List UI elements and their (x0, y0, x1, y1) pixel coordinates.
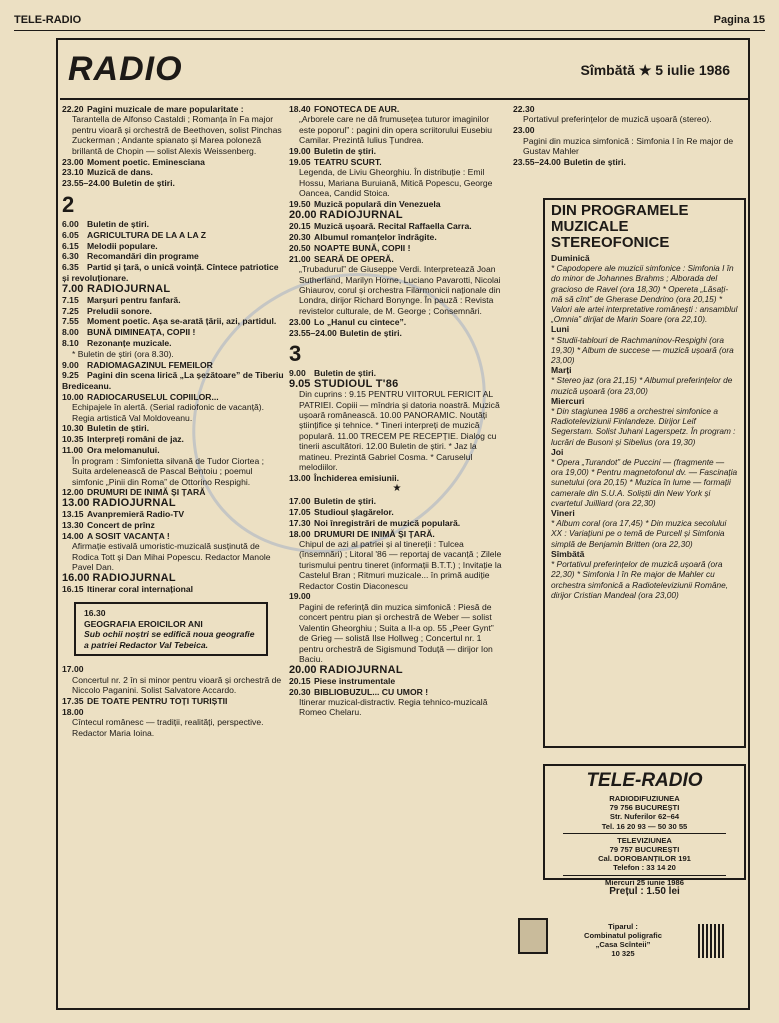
program-time: 10.30 (62, 423, 84, 434)
program-title: Rezonanțe muzicale. (87, 338, 172, 349)
program-time: 23.55–24.00 (513, 157, 561, 168)
program-entry (289, 507, 505, 517)
featured-box (74, 602, 268, 656)
program-title: Melodii populare. (87, 240, 158, 251)
publication-name: TELE-RADIO (14, 14, 82, 26)
program-time: 7.00 (62, 282, 84, 295)
column-2 (289, 104, 505, 718)
program-description: Echipajele în alertă. (Serial radiofonic de vacanță). Regia artistică Val Moldoveanu. (72, 402, 265, 423)
stereo-day: Vineri (551, 508, 575, 519)
program-title: Recomandări din programe (87, 251, 199, 262)
tele-radio-masthead (543, 764, 746, 897)
program-list (62, 104, 284, 189)
program-description: Sub ochii noștri se edifică noua geografie a patriei Redactor Val Tebeica. (84, 629, 255, 650)
program-entry (62, 338, 284, 359)
program-title: DRUMURI DE INIMĂ ȘI ȚARĂ. (314, 528, 435, 539)
program-time: 17.00 (289, 495, 311, 506)
program-entry (289, 199, 505, 209)
program-time: 20.00 (289, 663, 317, 676)
tele-radio-logo: TELE-RADIO (586, 770, 703, 791)
program-time: 8.10 (62, 338, 79, 349)
program-time: 21.00 (289, 253, 311, 264)
top-bar (14, 14, 765, 31)
program-entry (513, 157, 743, 167)
program-time: 7.55 (62, 316, 79, 327)
program-description: „Arborele care ne dă frumusețea tuturor imaginilor este poporul” : pagini din opera scriitorului Eusebiu Camilar. Prezintă Iulius Țundrea. (299, 114, 492, 146)
program-time: 16.15 (62, 584, 84, 595)
printer-logo-icon (518, 918, 548, 954)
program-entry (62, 157, 284, 167)
star-separator: ★ (392, 483, 402, 495)
program-time: 20.30 (289, 686, 311, 697)
program-description: „Trubadurul” de Giuseppe Verdi. Interpretează Joan Sutherland, Marilyn Horne, Luciano Pavarotti, Nicolai Ghiaurov, corul și orchestra Filarmonicii naționale din Londra, dirijor Richard Bonynge. În pauză : Revista revistelor culturale, de M. George ; Consemnări. (299, 264, 501, 316)
program-entry (62, 370, 284, 391)
program-title: Buletin de știri. (314, 495, 377, 506)
program-time: 12.00 (62, 487, 84, 498)
program-description: Cîntecul românesc — tradiții, realități, perspective. Redactor Maria Ioina. (72, 717, 264, 738)
program-time: 17.00 (62, 664, 84, 675)
program-title: RADIOJURNAL (87, 282, 171, 295)
program-title: GEOGRAFIA EROICILOR ANI (84, 618, 203, 629)
program-entry (62, 498, 284, 508)
program-entry (289, 328, 505, 338)
program-list (289, 496, 505, 718)
page-number: Pagina 15 (713, 14, 765, 26)
program-entry (289, 243, 505, 253)
channel-3-heading: 3 (289, 340, 302, 366)
program-entry (289, 687, 505, 718)
program-title: Avanpremieră Radio-TV (87, 509, 185, 520)
program-entry (289, 254, 505, 316)
program-entry (289, 591, 505, 664)
program-entry (289, 665, 505, 675)
program-time: 11.00 (62, 445, 84, 456)
program-entry (62, 573, 284, 583)
program-entry (62, 520, 284, 530)
program-entry (62, 392, 284, 423)
program-title: BIBLIOBUZUL... CU UMOR ! (314, 686, 429, 697)
program-time: 17.30 (289, 517, 311, 528)
program-time: 10.00 (62, 391, 84, 402)
program-title: Interpreți români de jaz. (87, 434, 184, 445)
program-title: Ora melomanului. (87, 445, 160, 456)
program-entry (62, 423, 284, 433)
program-title: Marșuri pentru fanfară. (87, 294, 181, 305)
program-time: 23.55–24.00 (289, 327, 337, 338)
program-time: 16.00 (62, 572, 90, 585)
program-entry (62, 696, 284, 706)
program-time: 9.00 (62, 359, 79, 370)
program-title: RADIOCARUSELUL COPIILOR... (87, 391, 219, 402)
program-time: 20.00 (289, 209, 317, 222)
program-entry (62, 664, 284, 695)
program-time: 23.00 (62, 156, 84, 167)
program-title: AGRICULTURA DE LA A LA Z (87, 229, 207, 240)
masthead-line: RADIODIFUZIUNEA (609, 794, 680, 803)
program-description: Portativul preferințelor de muzică ușoară (stereo). (523, 114, 712, 125)
program-time: 19.50 (289, 199, 311, 210)
program-title: Lo „Hanul cu cintece”. (314, 316, 407, 327)
program-entry (62, 219, 284, 229)
program-entry (62, 434, 284, 444)
program-entry (289, 157, 505, 199)
program-description: Din cuprins : 9.15 PENTRU VIITORUL FERICIT AL PATRIEI. Copiii — mîndria și datoria noastră. Muzică ușoară românească. 10.00 PANORAMIC. Noutăți științifice și tehnice. * Tineri interpreți de muzică populară. 11.00 TRECEM PE RECEPȚIE. Dialog cu tinerii ascultători. 12.00 Buletin de știri. * Jaz la matineu. Prezintă Gabriel Cosma. * Caruselul melodiilor. (299, 389, 500, 473)
program-time: 7.15 (62, 294, 79, 305)
program-title: TEATRU SCURT. (314, 157, 382, 168)
program-entry (62, 584, 284, 594)
stereo-day: Marți (551, 365, 572, 376)
masthead-line: 79 756 BUCUREȘTI (609, 803, 680, 813)
issue-price: Prețul : 1.50 lei (609, 885, 680, 897)
program-title: Buletin de știri. (339, 327, 402, 338)
issue-date: Miercuri 25 iunie 1986 (605, 877, 684, 887)
program-title: RADIOJURNAL (92, 572, 176, 585)
program-time: 9.05 (289, 377, 311, 390)
printer-line: 10 325 (611, 949, 635, 958)
program-title: Studioul șlagărelor. (314, 506, 394, 517)
program-title: RADIOJURNAL (319, 663, 403, 676)
masthead-line: Str. Nuferilor 62–64 (609, 812, 680, 822)
program-time: 18.00 (289, 528, 311, 539)
program-entry (62, 241, 284, 251)
program-time: 9.25 (62, 370, 79, 381)
masthead-divider (563, 875, 726, 876)
program-title: Buletin de știri. (563, 157, 626, 168)
program-title: Noi înregistrări de muzică populară. (314, 517, 461, 528)
program-time: 6.15 (62, 240, 79, 251)
program-description: În program : Simfonietta silvană de Tudor Ciortea ; Suita ardelenească de Pascal Bentoiu ; poemul simfonic „Pinii din Roma” de Ottorino Respighi. (72, 455, 265, 487)
masthead-line: Telefon : 33 14 20 (613, 863, 676, 873)
program-time: 20.50 (289, 242, 311, 253)
program-list (289, 368, 505, 483)
stereo-day: Miercuri (551, 395, 585, 406)
barcode-icon (698, 924, 726, 958)
program-title: RADIOJURNAL (92, 497, 176, 510)
program-entry (289, 146, 505, 156)
program-title: Buletin de știri. (314, 367, 377, 378)
program-entry (289, 368, 505, 378)
masthead-line: Tel. 16 20 93 — 50 30 55 (601, 821, 688, 831)
program-title: Partid și țară, o unică voință. Cîntece patriotice și revoluționare. (62, 262, 279, 283)
program-time: 20.30 (289, 231, 311, 242)
program-title: Muzică populară din Venezuela (314, 199, 441, 210)
program-title: Moment poetic. Eminesciana (87, 156, 205, 167)
program-description: Itinerar muzical-distractiv. Regia tehnico-muzicală Romeo Chelaru. (299, 697, 488, 718)
program-time: 13.00 (62, 497, 90, 510)
program-entry (62, 707, 284, 738)
stereo-program: * Studii-tablouri de Rachmaninov-Respighi (ora 19,30) * Album de succese — muzică ușoară (ora 23,00) (551, 334, 734, 366)
stereo-day: Duminică (551, 253, 590, 263)
program-time: 22.30 (513, 104, 535, 114)
program-title: Albumul romanțelor îndrăgite. (314, 231, 437, 242)
masthead-line: 79 757 BUCUREȘTI (609, 845, 680, 855)
stereo-day: Luni (551, 324, 570, 335)
program-title: Pagini muzicale de mare popularitate : (87, 104, 244, 114)
program-entry (289, 232, 505, 242)
printer-line: Combinatul poligrafic (583, 931, 663, 940)
printer-info (514, 910, 746, 968)
program-time: 20.15 (289, 675, 311, 686)
program-title: BUNĂ DIMINEAȚA, COPII ! (87, 327, 196, 338)
program-entry (289, 317, 505, 327)
program-title: DE TOATE PENTRU TOȚI TURIȘTII (87, 695, 228, 706)
program-entry (289, 496, 505, 506)
program-time: 18.40 (289, 104, 311, 114)
program-entry (62, 531, 284, 573)
program-description: Concertul nr. 2 în si minor pentru vioară și orchestră de Niccolo Paganini. Solist Salvatore Accardo. (72, 674, 282, 695)
program-entry (62, 360, 284, 370)
program-description: Legenda, de Liviu Gheorghiu. În distribuție : Emil Hossu, Mariana Buruiană, Mitică Popescu, George Oancea, Candid Stoica. (299, 167, 493, 199)
masthead-divider (563, 833, 726, 834)
program-entry (62, 178, 284, 188)
program-entry (62, 509, 284, 519)
program-entry (62, 251, 284, 261)
program-time: 16.30 (84, 608, 106, 619)
stereo-program: * Stereo jaz (ora 21,15) * Albumul preferințelor de muzică ușoară (ora 23,00) (551, 375, 733, 396)
program-time: 13.30 (62, 520, 84, 531)
program-time: 10.35 (62, 434, 84, 445)
program-entry (62, 316, 284, 326)
program-list (513, 104, 743, 167)
column-3 (513, 104, 743, 168)
program-time: 17.35 (62, 695, 84, 706)
program-title: Muzică ușoară. Recital Raffaella Carra. (314, 220, 472, 231)
program-list (62, 664, 284, 738)
program-entry (62, 295, 284, 305)
stereo-program: * Capodopere ale muzicii simfonice : Simfonia I în do minor de Johannes Brahms ; Alborada del gracioso de Ravel (ora 18,30) * Opereta „Lăsați-mă să cînt” de Gherase Dendrino (ora 20,15) * Valori ale artei interpretative românești : ansamblul „Omnia” dirijat de Marin Soare (ora 22,10). (551, 263, 738, 325)
program-entry (289, 104, 505, 146)
program-entry (62, 262, 284, 283)
stereo-program: * Portativul preferințelor de muzică ușoară (ora 22,30) * Simfonia I în Re major de Mahler cu orchestra simfonică a Radioteleviziunii Române, dirijor Cristian Mandeal (ora 23,00) (551, 559, 729, 600)
stereo-title: DIN PROGRAMELE MUZICALE STEREOFONICE (551, 202, 689, 251)
program-description: Chipul de azi al patriei și al tinereții : Tulcea (însemnări) ; Litoral '86 — reportaj de vacanță ; Zilele turismului pentru tineret (informații B.T.T.) ; Invitație la Castelul Bran ; Ritmuri muzicale... în primă audiție Redactor Costin Diaconescu (299, 538, 502, 591)
program-time: 22.20 (62, 104, 84, 114)
program-title: NOAPTE BUNĂ, COPII ! (314, 242, 411, 253)
program-time: 18.00 (62, 706, 84, 717)
program-time: 23.00 (513, 125, 535, 136)
section-title: RADIO (68, 50, 183, 88)
program-title: DRUMURI DE INIMĂ ȘI ȚARĂ (87, 487, 206, 498)
program-time: 13.15 (62, 509, 84, 520)
program-entry (289, 379, 505, 473)
program-entry (513, 104, 743, 125)
program-list (62, 219, 284, 595)
section-header (60, 50, 748, 100)
program-description: * Buletin de știri (ora 8.30). (72, 348, 174, 359)
program-title: Închiderea emisiunii. (314, 473, 400, 483)
stereo-program: * Album coral (ora 17,45) * Din muzica secolului XX : Variațiuni pe o temă de Purcell și Simfonia simplă de Benjamin Britten (ora 22,30) (551, 518, 727, 549)
program-time: 14.00 (62, 531, 84, 542)
channel-2-heading: 2 (62, 191, 75, 217)
program-entry (289, 210, 505, 220)
program-entry (289, 529, 505, 591)
stereo-day: Joi (551, 446, 564, 457)
program-title: SEARĂ DE OPERĂ. (314, 253, 394, 264)
program-title: STUDIOUL T'86 (314, 377, 399, 390)
program-entry (513, 125, 743, 156)
printer-line: Tiparul : (608, 922, 638, 931)
column-1 (62, 104, 284, 738)
masthead-line: Cal. DOROBANȚILOR 191 (598, 854, 691, 864)
program-title: Buletin de știri. (314, 146, 377, 157)
program-entry (289, 518, 505, 528)
program-entry (62, 104, 284, 156)
program-title: Itinerar coral internațional (87, 584, 194, 595)
program-title: Buletin de știri. (87, 218, 150, 229)
program-entry (62, 284, 284, 294)
program-time: 23.10 (62, 167, 84, 178)
program-title: Muzică de dans. (87, 167, 153, 178)
program-entry (62, 445, 284, 487)
program-time: 23.55–24.00 (62, 178, 110, 189)
stereo-program: * Din stagiunea 1986 a orchestrei simfonice a Radioteleviziunii Finlandeze. Dirijor Leif Segerstam. Solist Juhani Lagerspetz. În program : lucrări de Busoni și Sibelius (ora 19,30) (551, 406, 736, 447)
program-title: Preludii sonore. (87, 305, 152, 316)
program-entry (62, 487, 284, 497)
program-title: FONOTECA DE AUR. (314, 104, 400, 114)
program-time: 6.00 (62, 218, 79, 229)
program-title: Moment poetic. Așa se-arată țării, azi, partidul. (87, 316, 277, 327)
program-entry (62, 167, 284, 177)
program-title: Pagini din scena lirică „La șezătoare” de Tiberiu Brediceanu. (62, 370, 284, 391)
program-title: RADIOJURNAL (319, 209, 403, 222)
masthead-line: TELEVIZIUNEA (617, 835, 672, 845)
stereo-list (551, 253, 738, 600)
program-time: 19.00 (289, 146, 311, 157)
program-description: Tarantella de Alfonso Castaldi ; Romanța în Fa major pentru vioară și orchestră de Beethoven, solist Pinchas Zuckerman ; Andante spianato și Marea poloneză brillantă de Chopin — solist Alexis Weissenberg. (72, 114, 282, 156)
program-time: 19.05 (289, 157, 311, 168)
program-title: Buletin de știri. (112, 178, 175, 189)
program-time: 19.00 (289, 591, 311, 602)
program-title: Buletin de știri. (87, 423, 150, 434)
printer-text (556, 922, 690, 958)
program-time: 8.00 (62, 327, 79, 338)
program-description: Pagini de referință din muzica simfonică : Piesă de concert pentru pian și orchestră de Weber — solist Valentin Gheorghiu ; Suita a II-a op. 55 „Peer Gynt” de Grieg — solistă Ilse Hollweg ; Concertul nr. 1 pentru orchestră de Sigismund Toduță — dirijor Ion Baciu. (299, 601, 494, 664)
program-time: 6.35 (62, 262, 79, 273)
program-list (289, 104, 505, 338)
program-title: RADIOMAGAZINUL FEMEILOR (87, 359, 213, 370)
program-entry (289, 221, 505, 231)
program-title: A SOSIT VACANȚA ! (87, 531, 170, 542)
stereo-programs-box (543, 198, 746, 748)
program-time: 20.15 (289, 220, 311, 231)
program-time: 23.00 (289, 316, 311, 327)
program-entry (62, 327, 284, 337)
program-time: 6.30 (62, 251, 79, 262)
program-time: 9.00 (289, 367, 306, 378)
program-entry (62, 230, 284, 240)
program-description: Pagini din muzica simfonică : Simfonia I în Re major de Gustav Mahler (523, 135, 734, 157)
program-entry (289, 473, 505, 483)
program-description: Afirmație estivală umoristic-muzicală susținută de Rodica Tott și Dan Mihai Popescu. Redactor Manole Pavel Dan. (72, 541, 271, 573)
program-title: Concert de prînz (87, 520, 155, 531)
program-time: 13.00 (289, 473, 311, 483)
program-time: 7.25 (62, 305, 79, 316)
program-title: Piese instrumentale (314, 675, 396, 686)
date-label: Sîmbătă ★ 5 iulie 1986 (580, 62, 730, 78)
printer-line: „Casa Scînteii” (595, 940, 651, 949)
program-entry (62, 306, 284, 316)
program-time: 6.05 (62, 229, 79, 240)
stereo-day: Sîmbătă (551, 548, 585, 559)
program-entry (289, 676, 505, 686)
stereo-program: * Opera „Turandot” de Puccini — (fragmente — ora 19,00) * Pentru magnetofonul dv. — Fascinația sunetului (ora 20,15) * Muzica în lume — formații camerale din S.U.A. Soliștii din New York și cvartetul Juilliard (ora 22,30) (551, 457, 738, 508)
program-time: 17.05 (289, 506, 311, 517)
